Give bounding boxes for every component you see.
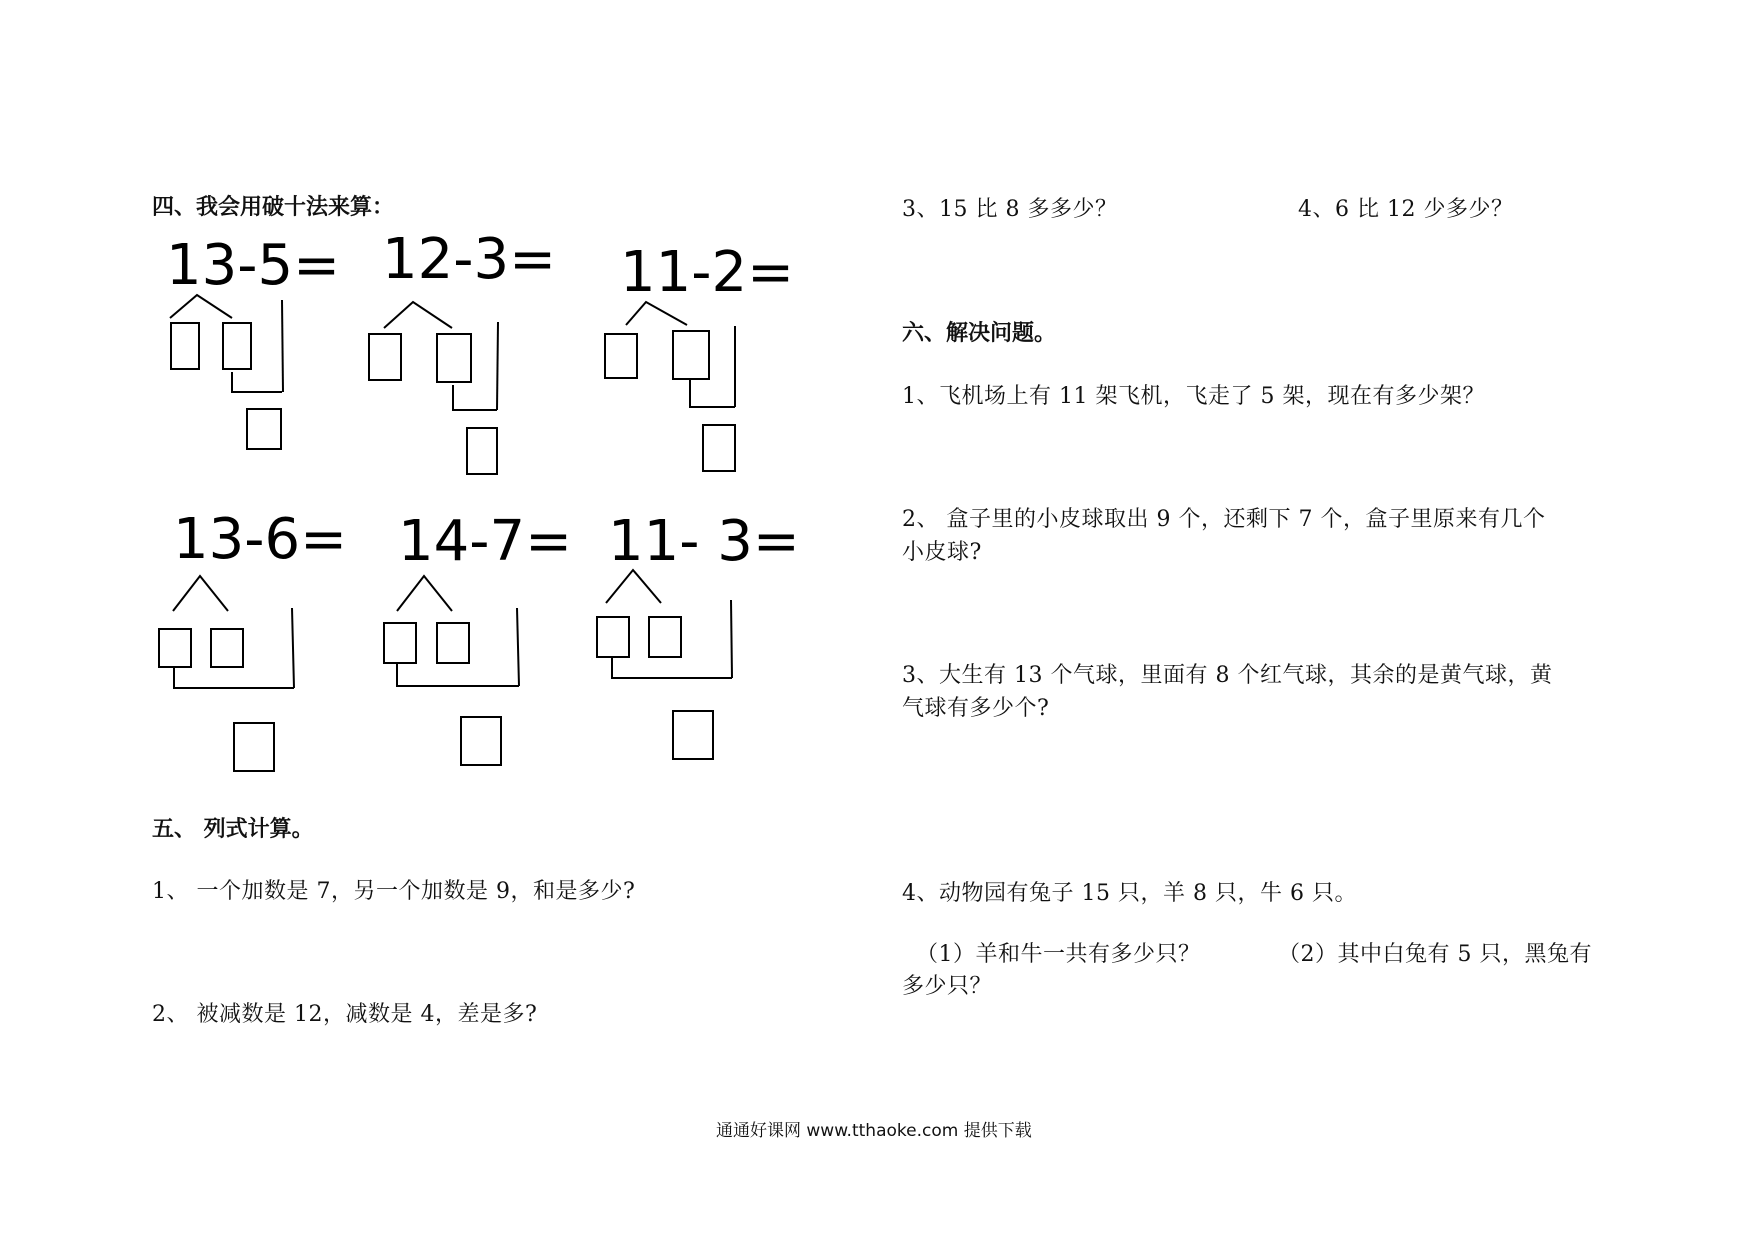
problem-2: 12-3= bbox=[382, 227, 557, 292]
section-6-question-4-sub-1: （1）羊和牛一共有多少只？ bbox=[916, 942, 1201, 967]
section-6-question-1: 1、飞机场上有 11 架飞机，飞走了 5 架，现在有多少架？ bbox=[902, 384, 1485, 409]
question-3-top: 3、15 比 8 多多少？ bbox=[902, 197, 1118, 222]
problem-3: 11-2= bbox=[620, 240, 795, 305]
answer-box[interactable] bbox=[222, 322, 252, 370]
section-6-heading: 六、解决问题。 bbox=[902, 321, 1057, 346]
section-6-question-4-sub-2-line-2: 多少只？ bbox=[902, 974, 993, 999]
question-4-top: 4、6 比 12 少多少？ bbox=[1298, 197, 1514, 222]
answer-box[interactable] bbox=[210, 628, 244, 668]
section-4-heading: 四、我会用破十法来算： bbox=[152, 195, 395, 220]
section-6-question-4-sub-2: （2）其中白兔有 5 只，黑兔有 bbox=[1278, 942, 1592, 967]
answer-box[interactable] bbox=[672, 710, 714, 760]
answer-box[interactable] bbox=[170, 322, 200, 370]
answer-box[interactable] bbox=[436, 333, 472, 383]
footer-credit: 通通好课网 www.tthaoke.com 提供下载 bbox=[716, 1121, 1032, 1141]
section-6-question-2-line-1: 2、 盒子里的小皮球取出 9 个，还剩下 7 个，盒子里原来有几个 bbox=[902, 507, 1546, 532]
answer-box[interactable] bbox=[596, 616, 630, 658]
section-6-question-2-line-2: 小皮球? bbox=[902, 540, 982, 565]
answer-box[interactable] bbox=[233, 722, 275, 772]
answer-box[interactable] bbox=[436, 622, 470, 664]
section-6-question-4: 4、动物园有兔子 15 只，羊 8 只，牛 6 只。 bbox=[902, 881, 1357, 906]
section-5-heading: 五、 列式计算。 bbox=[152, 817, 314, 842]
answer-box[interactable] bbox=[460, 716, 502, 766]
section-6-question-3-line-1: 3、大生有 13 个气球，里面有 8 个红气球，其余的是黄气球，黄 bbox=[902, 663, 1553, 688]
answer-box[interactable] bbox=[466, 427, 498, 475]
answer-box[interactable] bbox=[383, 622, 417, 664]
answer-box[interactable] bbox=[604, 333, 638, 379]
answer-box[interactable] bbox=[246, 408, 282, 450]
answer-box[interactable] bbox=[158, 628, 192, 668]
section-6-question-3-line-2: 气球有多少个? bbox=[902, 696, 1050, 721]
answer-box[interactable] bbox=[648, 616, 682, 658]
section-5-question-2: 2、 被减数是 12，减数是 4，差是多? bbox=[152, 1002, 538, 1027]
answer-box[interactable] bbox=[672, 330, 710, 380]
problem-1: 13-5= bbox=[166, 233, 341, 298]
answer-box[interactable] bbox=[368, 333, 402, 381]
section-5-question-1: 1、 一个加数是 7，另一个加数是 9，和是多少? bbox=[152, 879, 636, 904]
problem-4: 13-6= bbox=[173, 507, 348, 572]
problem-5: 14-7= bbox=[398, 509, 573, 574]
answer-box[interactable] bbox=[702, 424, 736, 472]
problem-6: 11- 3= bbox=[608, 509, 800, 574]
